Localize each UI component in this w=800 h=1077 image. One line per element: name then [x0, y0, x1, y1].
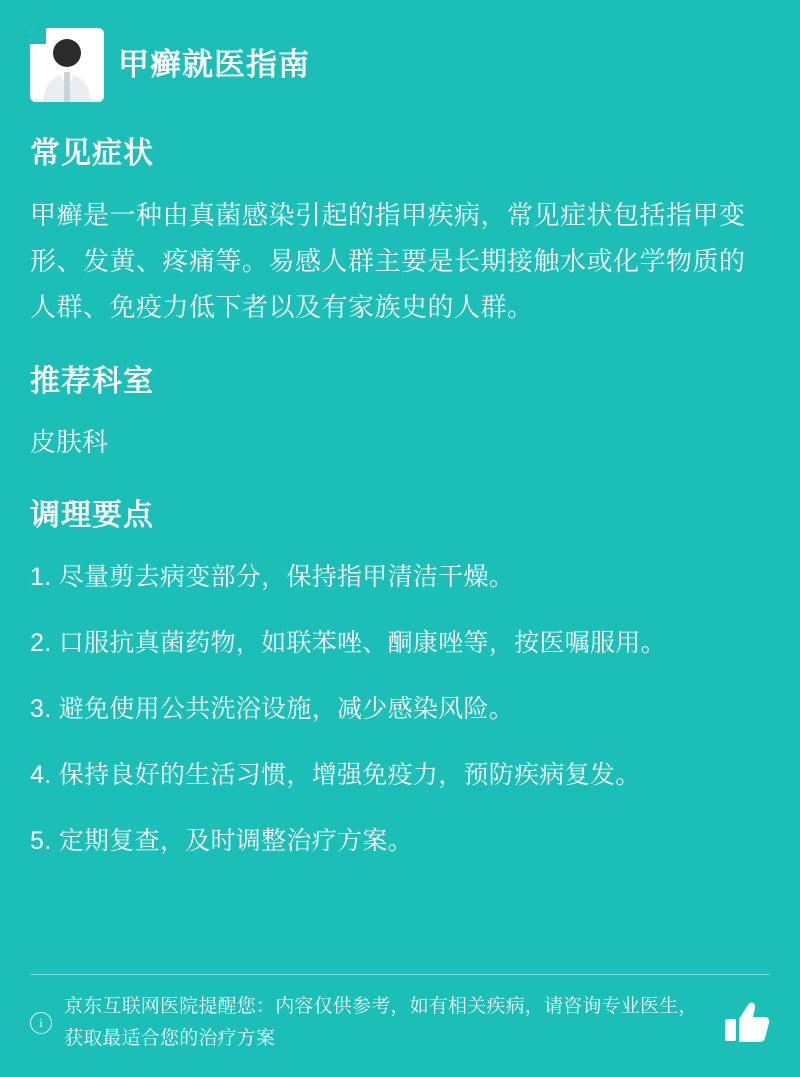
person-avatar-icon — [30, 28, 104, 102]
section-text-department: 皮肤科 — [30, 427, 109, 457]
card-content — [30, 120, 770, 948]
care-points-list — [30, 554, 770, 864]
section-heading-care-points: 调理要点 — [30, 499, 154, 532]
info-circle-icon: i — [30, 1012, 52, 1034]
list-item: 3. 避免使用公共洗浴设施，减少感染风险。 — [30, 695, 515, 723]
page-title: 甲癣就医指南 — [118, 47, 310, 82]
list-item: 1. 尽量剪去病变部分，保持指甲清洁干燥。 — [30, 563, 515, 591]
list-item: 5. 定期复查，及时调整治疗方案。 — [30, 827, 413, 855]
section-text-symptoms: 甲癣是一种由真菌感染引起的指甲疾病，常见症状包括指甲变形、发黄、疼痛等。易感人群主要是长期接触水或化学物质的人群、免疫力低下者以及有家族史的人群。 — [30, 200, 746, 322]
list-item: 4. 保持良好的生活习惯，增强免疫力，预防疾病复发。 — [30, 761, 641, 789]
section-heading-department: 推荐科室 — [30, 365, 154, 398]
list-item: 2. 口服抗真菌药物，如联苯唑、酮康唑等，按医嘱服用。 — [30, 629, 666, 657]
card-footer — [30, 974, 770, 1077]
section-heading-symptoms: 常见症状 — [30, 137, 154, 170]
card-header — [30, 28, 770, 102]
disclaimer-text: 京东互联网医院提醒您：内容仅供参考，如有相关疾病，请咨询专业医生，获取最适合您的治疗方案 — [64, 996, 698, 1049]
thumbs-up-icon[interactable] — [724, 1001, 770, 1045]
